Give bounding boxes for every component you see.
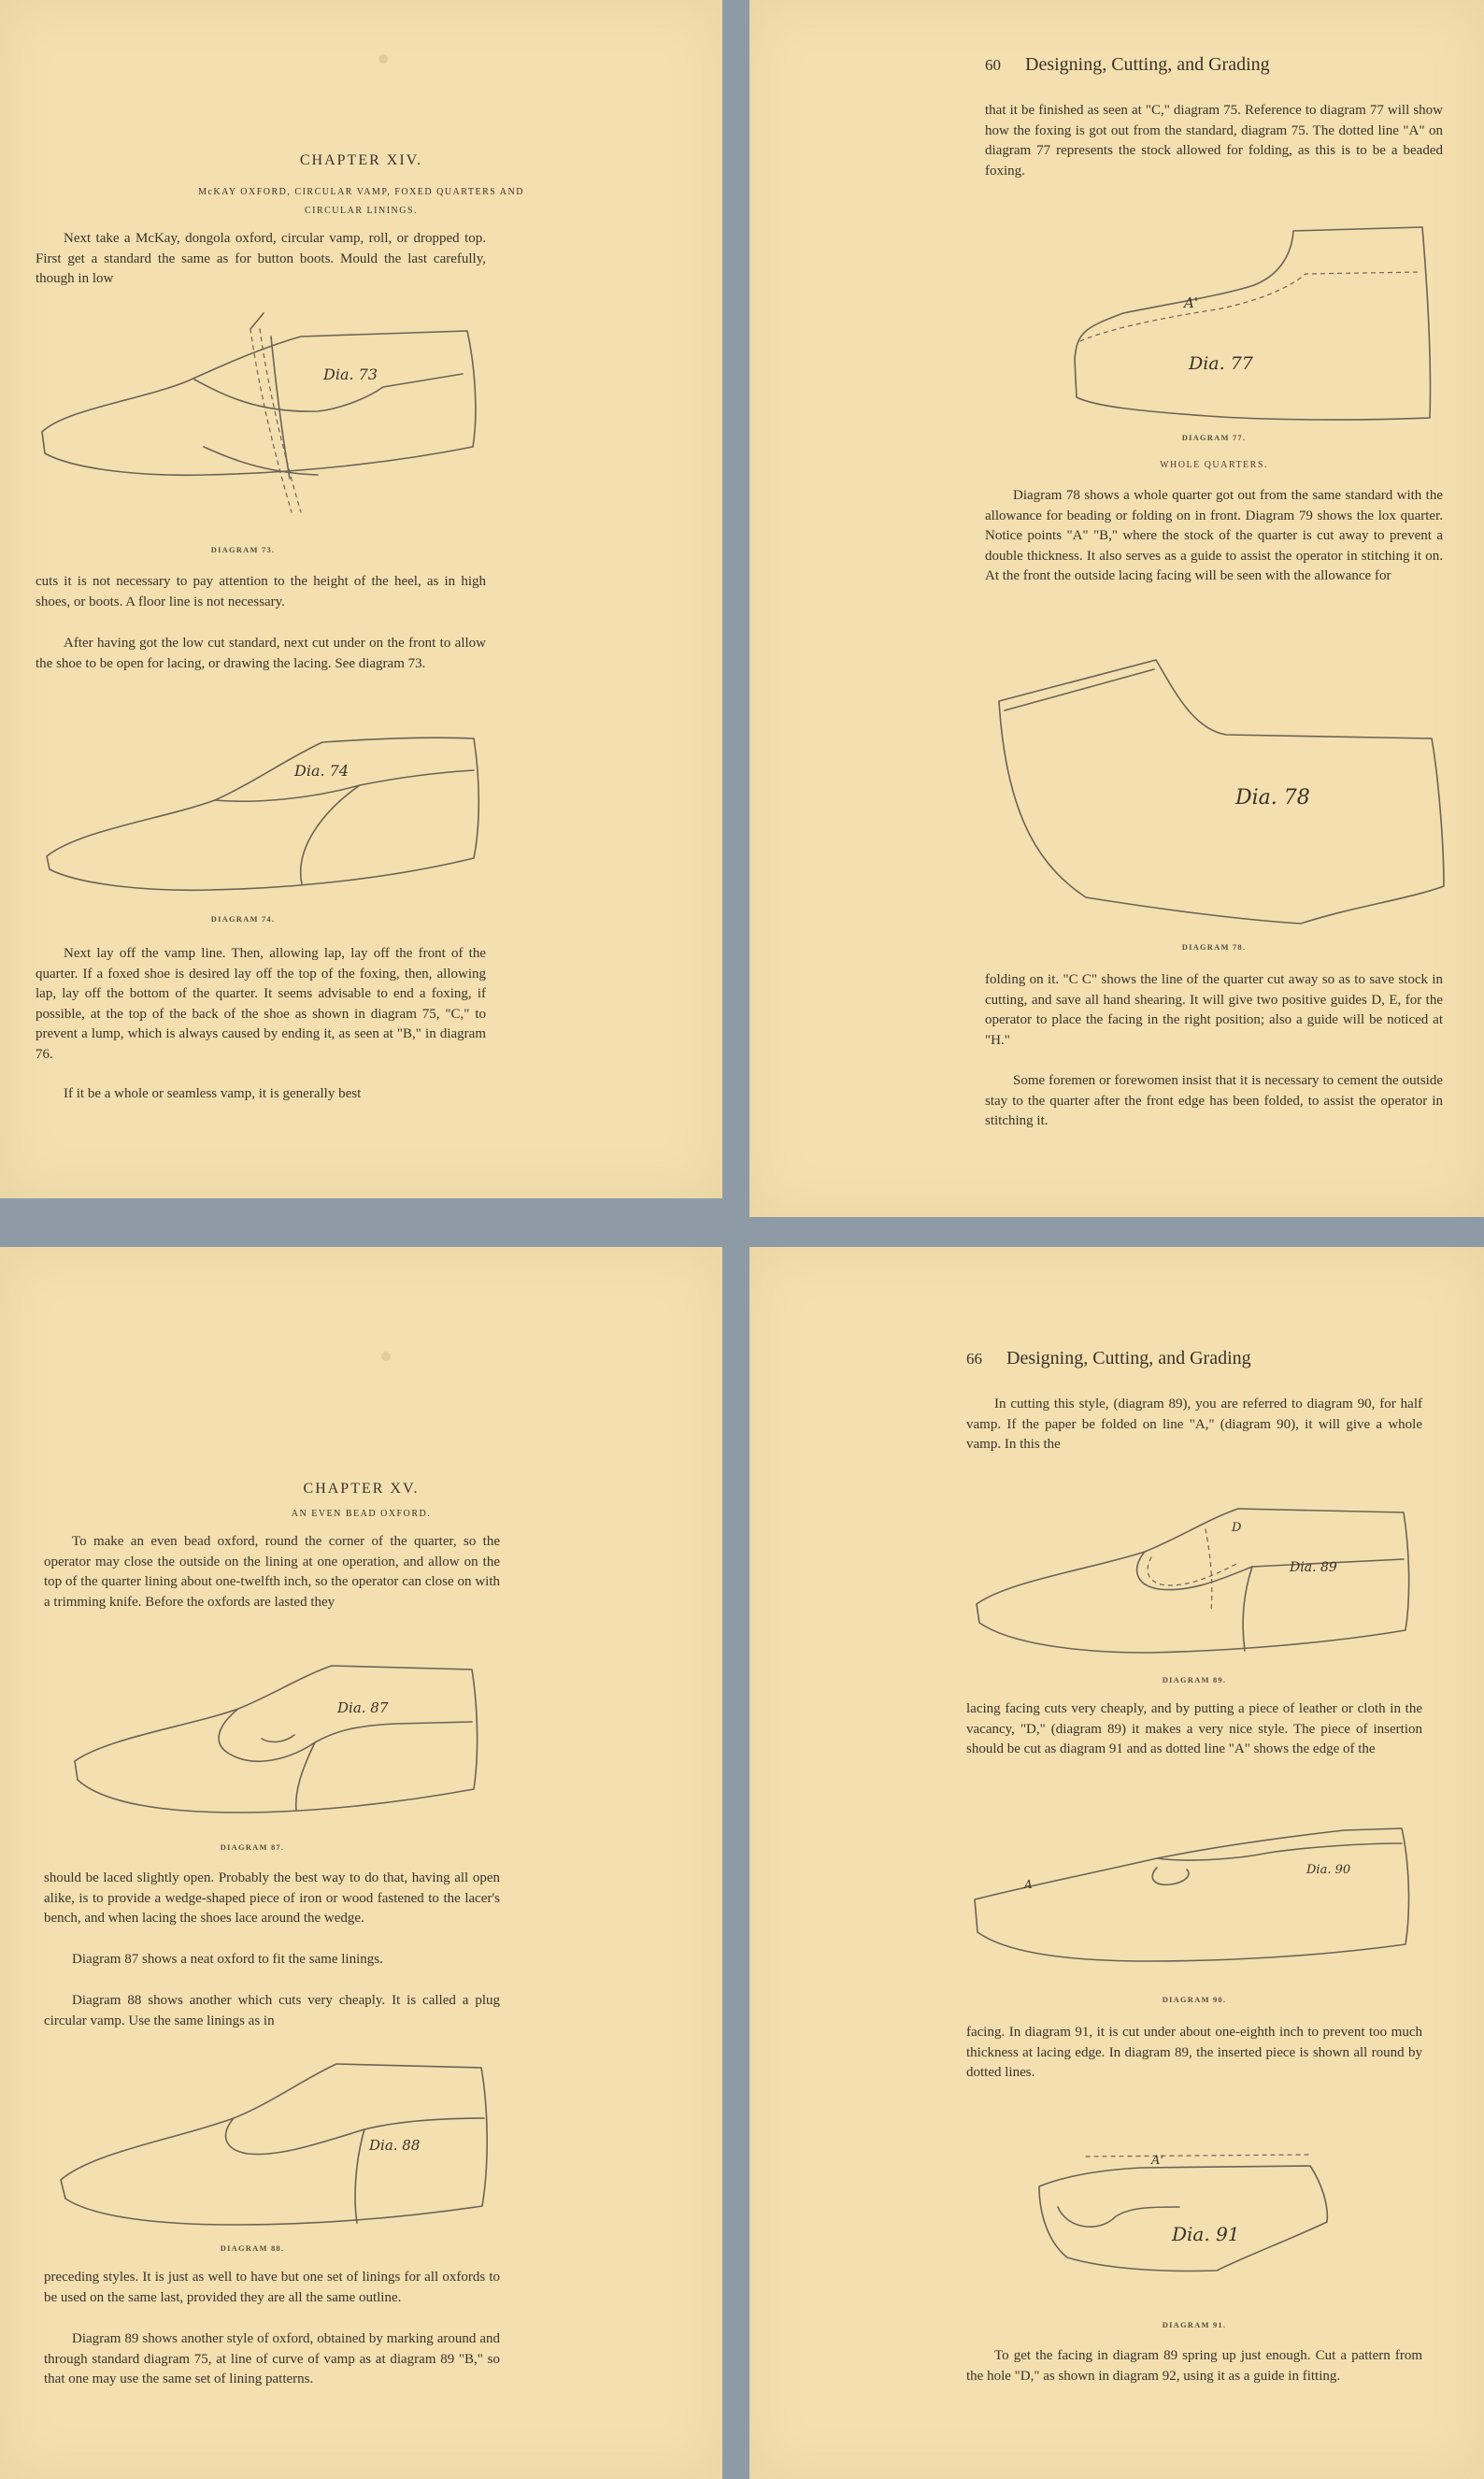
paragraph: folding on it. "C C" shows the line of the quarter cut away so as to save stock in cutting, and save all hand shearing. It will give two positive guides D, E, for the operator to place the facing in the right position; also a guide will be noticed at "H." <box>985 972 1443 1048</box>
paragraph: Next lay off the vamp line. Then, allowing lap, lay off the front of the quarter. If a foxed shoe is desired lay off the top of the foxing, then, allowing lap, lay off the bottom of the quarter. It seems advisable to end a foxing, if possible, at the top of the back of the shoe as shown in diagram 75, "C," to prevent a lump, which is always caused by ending it, as seen at "B," in diagram 76. <box>36 946 486 1062</box>
paragraph: After having got the low cut standard, next cut under on the front to allow the shoe to be open for lacing, or drawing the lacing. See diagram 73. <box>36 636 486 671</box>
diagram-label: Dia. 91 <box>1172 2223 1240 2245</box>
paragraph: lacing facing cuts very cheaply, and by putting a piece of leather or cloth in the vacancy, "D," (diagram 89) it makes a very nice style. The piece of insertion should be cut as diagram 91 and as dotted line "A" shows the edge of the <box>966 1701 1422 1756</box>
diagram-caption: DIAGRAM 77. <box>1181 433 1247 442</box>
diagram-label-d: D <box>1232 1521 1242 1535</box>
shoe-diagram-74 <box>42 718 491 905</box>
paragraph: that it be finished as seen at "C," diagram 75. Reference to diagram 77 will show how the foxing is got out from the standard, diagram 75. The dotted line "A" on diagram 77 represents the stock allowed for folding, as this is to be a beaded foxing. <box>985 103 1443 179</box>
diagram-label: Dia. 88 <box>369 2137 421 2154</box>
chapter-heading: CHAPTER XV. <box>303 1481 420 1497</box>
oxford-diagram-87 <box>70 1649 500 1827</box>
page-chapter-15 <box>0 1247 722 2479</box>
diagram-label: Dia. 77 <box>1189 353 1253 374</box>
diagram-caption: DIAGRAM 73. <box>210 545 276 554</box>
diagram-caption: DIAGRAM 78. <box>1181 942 1247 952</box>
paragraph: Diagram 87 shows a neat oxford to fit the same linings. <box>72 1952 383 1967</box>
chapter-subtitle <box>37 183 685 221</box>
diagram-label: Dia. 87 <box>337 1699 389 1716</box>
paragraph: Diagram 89 shows another style of oxford, obtained by marking around and through standard diagram 75, at line of curve of vamp as at diagram 89 "B," so that one may use the same set of lining patterns. <box>44 2331 500 2386</box>
running-head <box>966 1348 1251 1369</box>
paragraph: If it be a whole or seamless vamp, it is generally best <box>64 1086 362 1101</box>
page-number: 60 <box>985 56 1001 74</box>
diagram-caption: DIAGRAM 89. <box>1162 1675 1227 1684</box>
diagram-caption: DIAGRAM 91. <box>1162 2320 1227 2329</box>
paragraph: Diagram 88 shows another which cuts very cheaply. It is called a plug circular vamp. Use the same linings as in <box>44 1993 500 2028</box>
diagram-label: Dia. 89 <box>1290 1560 1337 1575</box>
diagram-label: Dia. 73 <box>323 365 378 383</box>
quarter-diagram-78 <box>997 654 1474 935</box>
paragraph: To get the facing in diagram 89 spring up just enough. Cut a pattern from the hole "D," as shown in diagram 92, using it as a guide in fitting. <box>966 2348 1422 2384</box>
paragraph: cuts it is not necessary to pay attention to the height of the heel, as in high shoes, or boots. A floor line is not necessary. <box>36 574 486 609</box>
insertion-diagram-91 <box>1030 2140 1366 2280</box>
diagram-label: Dia. 90 <box>1306 1863 1351 1877</box>
paragraph: To make an even bead oxford, round the corner of the quarter, so the operator may close the outside on the lining at one operation, and allow on the top of the quarter lining about one-twelfth inch, so the operator can close on with a trimming knife. Before the oxfords are lasted they <box>44 1534 500 1610</box>
section-subcaption: WHOLE QUARTERS. <box>1160 460 1268 470</box>
diagram-caption: DIAGRAM 90. <box>1162 1995 1227 2004</box>
diagram-label-a: A <box>1024 1878 1033 1891</box>
chapter-subtitle: AN EVEN BEAD OXFORD. <box>291 1509 432 1519</box>
diagram-caption: DIAGRAM 74. <box>210 914 276 924</box>
page-chapter-14 <box>0 0 722 1198</box>
running-head-title: Designing, Cutting, and Grading <box>1025 54 1270 75</box>
paragraph: facing. In diagram 91, it is cut under about one-eighth inch to prevent too much thickness at lacing edge. In diagram 89, the inserted piece is shown all round by dotted lines. <box>966 2025 1422 2080</box>
page-60 <box>749 0 1484 1217</box>
shoe-diagram-73 <box>37 308 486 523</box>
chapter-subtitle-line-1: McKAY OXFORD, CIRCULAR VAMP, FOXED QUARTERS AND <box>198 187 524 197</box>
foxing-diagram-77 <box>1067 220 1478 435</box>
paragraph: preceding styles. It is just as well to have but one set of linings for all oxfords to be used on the same last, provided they are all the same outline. <box>44 2270 500 2305</box>
oxford-diagram-88 <box>56 2049 495 2236</box>
paragraph: should be laced slightly open. Probably the best way to do that, having all open alike, is to provide a wedge-shaped piece of iron or wood fastened to the lacer's bench, and when lacing the shoes lace around the wedge. <box>44 1870 500 1926</box>
diagram-label-a: A' <box>1151 2154 1163 2168</box>
diagram-label-a: A' <box>1184 294 1198 311</box>
chapter-heading: CHAPTER XIV. <box>299 152 423 168</box>
paragraph: Diagram 78 shows a whole quarter got out from the same standard with the allowance for beading or folding on in front. Diagram 79 shows the lox quarter. Notice points "A" "B," where the stock of the quarter is cut away to prevent a double thickness. It also serves as a guide to assist the operator in stitching it on. At the front the outside lacing facing will be seen with the allowance for <box>985 488 1443 583</box>
chapter-subtitle-line-2: CIRCULAR LININGS. <box>304 206 419 216</box>
vamp-diagram-90 <box>970 1825 1419 1974</box>
running-head <box>985 54 1270 76</box>
running-head-title: Designing, Cutting, and Grading <box>1006 1348 1251 1368</box>
page-number: 66 <box>966 1350 982 1368</box>
oxford-diagram-89 <box>972 1492 1420 1669</box>
paragraph: Some foremen or forewomen insist that it is necessary to cement the outside stay to the quarter after the front edge has been folded, to assist the operator in stitching it. <box>985 1073 1443 1128</box>
diagram-label: Dia. 74 <box>294 762 350 780</box>
paragraph: In cutting this style, (diagram 89), you are referred to diagram 90, for half vamp. If the paper be folded on line "A," (diagram 90), it will give a whole vamp. In this the <box>966 1397 1422 1452</box>
paragraph: Next take a McKay, dongola oxford, circular vamp, roll, or dropped top. First get a standard the same as for button boots. Mould the last carefully, though in low <box>36 231 486 286</box>
diagram-caption: DIAGRAM 88. <box>220 2243 285 2253</box>
diagram-caption: DIAGRAM 87. <box>220 1842 285 1852</box>
diagram-label: Dia. 78 <box>1235 786 1310 810</box>
page-66 <box>749 1247 1484 2479</box>
